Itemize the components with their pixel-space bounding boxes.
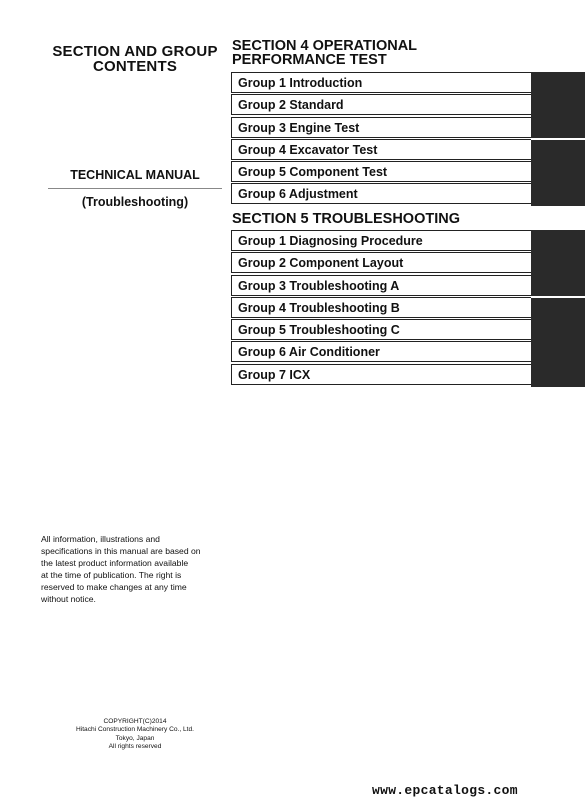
section4-group-list	[231, 72, 531, 206]
section4-edge-tab-lower	[531, 139, 585, 206]
section4-title: SECTION 4 OPERATIONAL PERFORMANCE TEST	[232, 38, 418, 68]
section5-edge-tab-upper	[531, 230, 585, 296]
section5-group-7[interactable]: Group 7 ICX	[231, 364, 531, 385]
section5-group-4[interactable]: Group 4 Troubleshooting B	[231, 297, 531, 318]
section5-group-6[interactable]: Group 6 Air Conditioner	[231, 341, 531, 362]
watermark-url: www.epcatalogs.com	[372, 783, 518, 798]
section4-edge-tab-upper	[531, 72, 585, 138]
section4-group-2[interactable]: Group 2 Standard	[231, 94, 531, 115]
contents-heading-line1: SECTION AND GROUP	[52, 43, 218, 60]
contents-heading	[40, 44, 230, 74]
copyright-block: COPYRIGHT(C)2014 Hitachi Construction Machinery Co., Ltd. Tokyo, Japan All rights reserved	[75, 718, 194, 751]
section5-group-5[interactable]: Group 5 Troubleshooting C	[231, 319, 531, 340]
disclaimer-notice: All information, illustrations and specifications in this manual are based on the latest product information available at the time of publication. The right is reserved to make changes at any time without notice.	[41, 534, 201, 604]
section5-group-1[interactable]: Group 1 Diagnosing Procedure	[231, 230, 531, 251]
section5-group-list	[231, 230, 531, 386]
manual-subtitle: (Troubleshooting)	[81, 195, 189, 209]
section5-title: SECTION 5 TROUBLESHOOTING	[232, 211, 460, 227]
section4-group-5[interactable]: Group 5 Component Test	[231, 161, 531, 182]
section5-group-3[interactable]: Group 3 Troubleshooting A	[231, 275, 531, 296]
section4-group-1[interactable]: Group 1 Introduction	[231, 72, 531, 93]
section5-group-2[interactable]: Group 2 Component Layout	[231, 252, 531, 273]
section4-group-3[interactable]: Group 3 Engine Test	[231, 117, 531, 138]
section4-group-6[interactable]: Group 6 Adjustment	[231, 183, 531, 204]
manual-title: TECHNICAL MANUAL	[48, 168, 222, 189]
section5-edge-tab-lower	[531, 297, 585, 387]
contents-heading-line2: CONTENTS	[92, 58, 178, 75]
section4-group-4[interactable]: Group 4 Excavator Test	[231, 139, 531, 160]
